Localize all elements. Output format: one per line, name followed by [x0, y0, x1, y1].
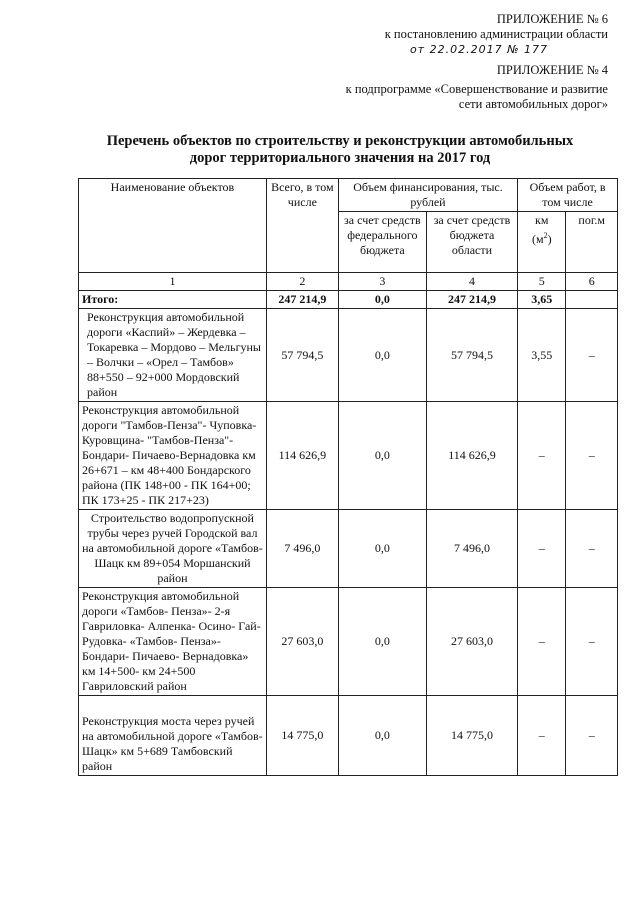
header-row-1 [79, 179, 618, 212]
column-number: 1 [79, 273, 267, 291]
object-federal: 0,0 [338, 510, 426, 588]
object-pm: – [566, 309, 618, 402]
header-federal: за счет средств федерального бюджета [338, 212, 426, 273]
object-total: 114 626,9 [266, 402, 338, 510]
object-km: 3,55 [518, 309, 566, 402]
object-name: Строительство водопропускной трубы через ручей Городской вал на автомобильной дороге «Тамбов- Шацк км 89+054 Моршанский район [79, 510, 267, 588]
header-km-sup: 2 [543, 231, 548, 240]
object-regional: 57 794,5 [426, 309, 517, 402]
object-name: Реконструкция автомобильной дороги "Тамбов-Пенза"- Чуповка-Куровщина- "Тамбов-Пенза"-Бондари- Пичаево-Вернадовка км 26+671 – км 48+400 Бондарского района (ПК 148+00 - ПК 164+00; ПК 173+25 - ПК 217+23) [79, 402, 267, 510]
column-numbers-row [79, 273, 618, 291]
object-km: – [518, 696, 566, 776]
table-row [79, 588, 618, 696]
column-number: 4 [426, 273, 517, 291]
header-works: Объем работ, в том числе [518, 179, 618, 212]
column-number: 5 [518, 273, 566, 291]
object-federal: 0,0 [338, 402, 426, 510]
object-pm: – [566, 588, 618, 696]
object-federal: 0,0 [338, 309, 426, 402]
object-name: Реконструкция автомобильной дороги «Каспий» – Жердевка – Токаревка – Мордово – Мельгуны – Волчки – «Орел – Тамбов» 88+550 – 92+000 Мордовский район [79, 309, 267, 402]
table-row [79, 402, 618, 510]
column-number: 2 [266, 273, 338, 291]
table-row [79, 696, 618, 776]
objects-table [78, 178, 618, 776]
object-pm: – [566, 696, 618, 776]
total-label: Итого: [79, 291, 267, 309]
object-total: 14 775,0 [266, 696, 338, 776]
header-name: Наименование объектов [79, 179, 267, 273]
appendix-4-reference-line2: сети автомобильных дорог» [458, 97, 608, 111]
object-federal: 0,0 [338, 696, 426, 776]
object-km: – [518, 510, 566, 588]
header-pm: пог.м [566, 212, 618, 273]
handwritten-date-number: от 22.02.2017 № 177 [409, 43, 548, 56]
table-row [79, 309, 618, 402]
appendix-6-reference: к постановлению администрации области [384, 27, 608, 41]
header-km [518, 212, 566, 273]
total-km: 3,65 [518, 291, 566, 309]
total-federal: 0,0 [338, 291, 426, 309]
object-name: Реконструкция моста через ручей на автомобильной дороге «Тамбов- Шацк» км 5+689 Тамбовский район [79, 696, 267, 776]
title-line-1: Перечень объектов по строительству и реконструкции автомобильных [106, 133, 574, 149]
total-regional: 247 214,9 [426, 291, 517, 309]
total-sum: 247 214,9 [266, 291, 338, 309]
appendix-4-reference-line1: к подпрограмме «Совершенствование и развитие [345, 82, 608, 96]
title-line-2: дорог территориального значения на 2017 год [189, 150, 491, 166]
appendix-6-title: ПРИЛОЖЕНИЕ № 6 [496, 12, 608, 26]
object-pm: – [566, 402, 618, 510]
column-number: 6 [566, 273, 618, 291]
header-km-close: ) [547, 232, 552, 246]
column-number: 3 [338, 273, 426, 291]
object-regional: 14 775,0 [426, 696, 517, 776]
header-total: Всего, в том числе [266, 179, 338, 273]
header-km-unit: (м [531, 232, 544, 246]
object-total: 57 794,5 [266, 309, 338, 402]
object-km: – [518, 588, 566, 696]
header-regional: за счет средств бюджета области [426, 212, 517, 273]
object-total: 7 496,0 [266, 510, 338, 588]
appendix-4-title: ПРИЛОЖЕНИЕ № 4 [496, 63, 608, 77]
total-row [79, 291, 618, 309]
object-regional: 114 626,9 [426, 402, 517, 510]
object-federal: 0,0 [338, 588, 426, 696]
object-regional: 7 496,0 [426, 510, 517, 588]
document-title [60, 133, 620, 167]
header-financing: Объем финансирования, тыс. рублей [338, 179, 517, 212]
object-name: Реконструкция автомобильной дороги «Тамбов- Пенза»- 2-я Гавриловка- Алпенка- Осино- Гай- Рудовка- «Тамбов- Пенза»- Бондари- Пичаево- Вернадовка» км 14+500- км 24+500 Гавриловский район [79, 588, 267, 696]
object-pm: – [566, 510, 618, 588]
total-pm [566, 291, 618, 309]
appendix-header [346, 12, 608, 112]
table-row [79, 510, 618, 588]
object-km: – [518, 402, 566, 510]
object-total: 27 603,0 [266, 588, 338, 696]
object-regional: 27 603,0 [426, 588, 517, 696]
header-km-label: км [535, 213, 549, 227]
